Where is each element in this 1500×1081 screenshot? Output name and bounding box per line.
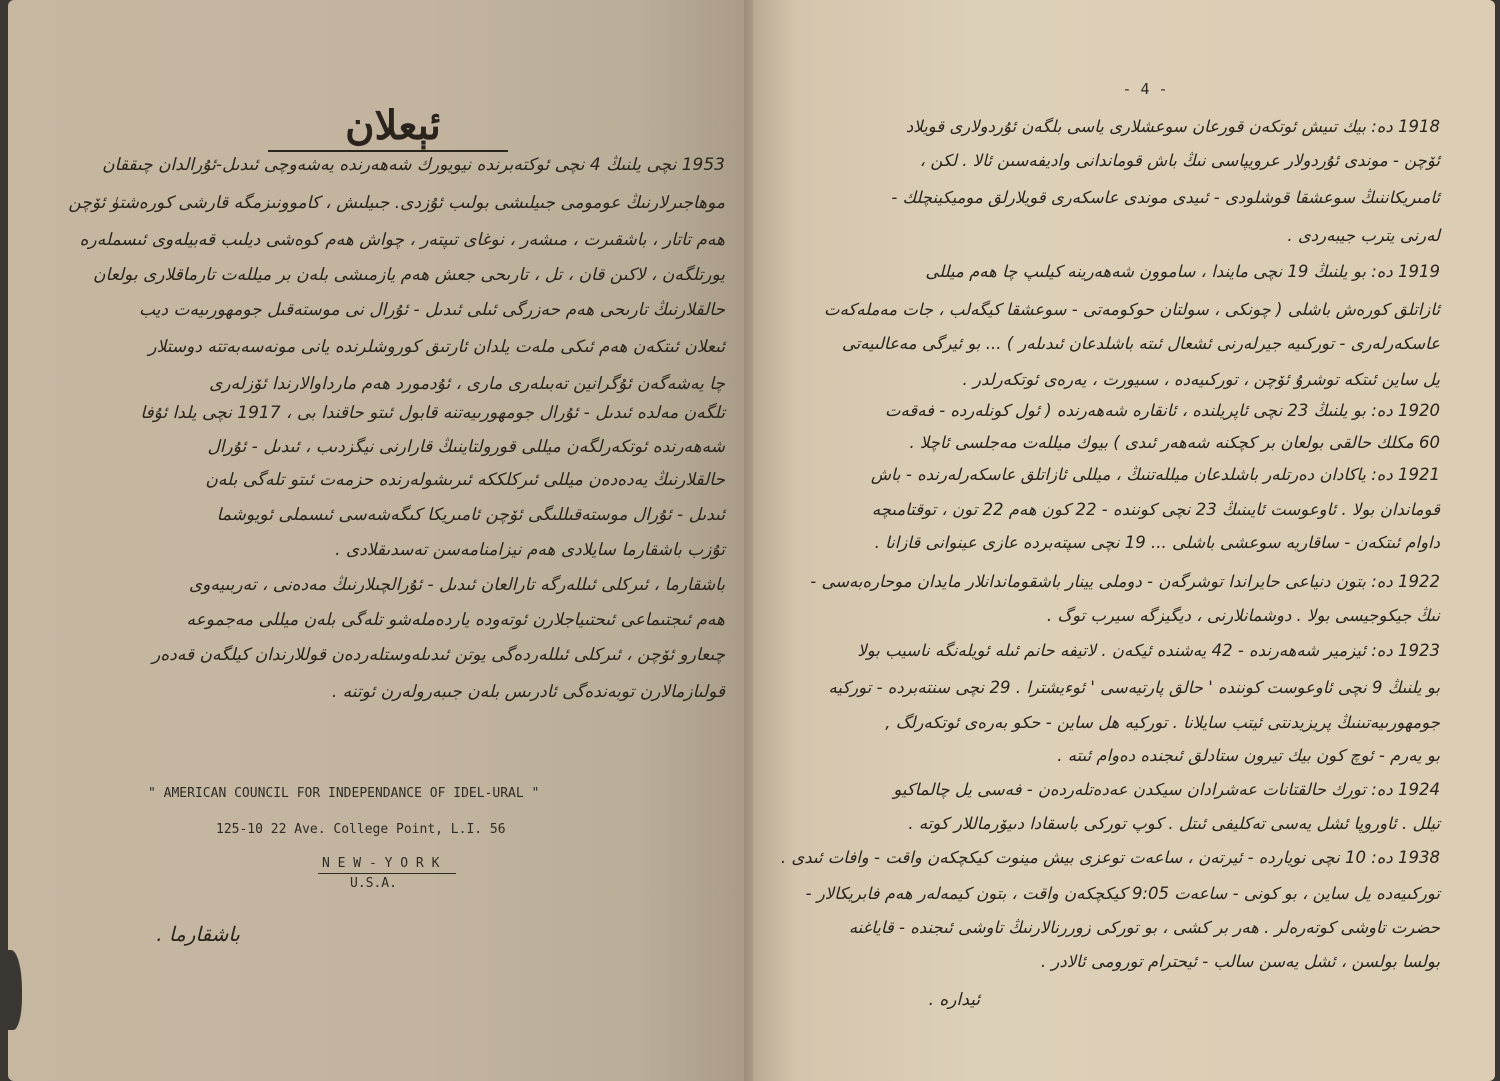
- text-line: حضرت تاوشى كوتەرەلر . ھەر بر كشى ، بو توركى زوررنالارنىڭ تاوشى ئىجندە - قاياغنە: [848, 918, 1440, 937]
- signature: باشقارما .: [156, 922, 240, 946]
- text-line: 1919 دە: بو يلنىڭ 19 نچى مايندا ، ساموون شەھەرينە كيلىپ چا ھەم ميللى: [925, 262, 1440, 281]
- text-line: باشقارما ، ئىركلى ئىللەرگە تارالعان ئىدىل - ئۇرالچىلارنىڭ مەدەنى ، تەربىيەوى: [188, 575, 725, 595]
- text-line: بو يلنىڭ 9 نچى ئاوعوست كوننده ' حالق پارتيەسى ' ئوءيشترا . 29 نچى سنتەبردە - توركيە: [828, 678, 1440, 697]
- text-line: يورتلگەن ، لاكىن قان ، تل ، تارىحى جعش ھەم يازمىشى بلەن بر ميللەت تارماقلارى بولعان: [93, 265, 725, 285]
- text-line: بو يەرم - ئوچ كون بيك تيرون ستادلق ئىجندە دەوام ئىتە .: [1057, 746, 1440, 765]
- page-tear: [0, 950, 22, 1030]
- text-line: قولىازمالارن توبەندەگى ئادرىس بلەن جىبەرولەرن ئوتنە .: [331, 682, 725, 702]
- council-address: 125-10 22 Ave. College Point, L.I. 56: [216, 822, 506, 837]
- city-underline: [318, 873, 456, 874]
- text-line: 1920 دە: بو يلنىڭ 23 نچى ئاپريلندە ، ئانقارە شەھەرندە ( ئول كونلەردە - فەقەت: [884, 401, 1440, 420]
- text-line: 1918 دە: بيك تىيش ئوتكەن قورعان سوعشلارى ياسى بلگەن ئۇردولارى قويلاد: [905, 117, 1440, 136]
- text-line: ھەم تاتار ، باشقىرت ، مىشەر ، نوغاى تىپتەر ، چواش ھەم كوەشى ديلىب قەبيلەوى ئىسملەرە: [79, 230, 725, 250]
- text-line: تلگەن مەلدە ئىدىل - ئۇرال جومھورىيەتنە قابول ئىتو حاقندا بى ، 1917 نچى يلدا ئۇفا: [140, 403, 725, 423]
- text-line: لەرنى يترب جيبەردى .: [1287, 226, 1440, 245]
- text-line: عاسكەرلەرى - تورکىيە جيرلەرنى ئشعال ئىتە باشلدعان ئىدىلەر ) ... بو ئيرگى مەعالىيەتى: [841, 334, 1440, 353]
- text-line: چىعارو ئۆچن ، ئىركلى ئىللەردەگى يوتن ئىدىلەوستلەردەن قوللارندان كيلگەن قەدەر: [152, 645, 725, 665]
- text-line: 1938 دە: 10 نچى نوياردە - ئيرتەن ، ساعەت توعزى بيش مينوت كيكچكەن واقت - وافات ئىدى .: [780, 848, 1440, 867]
- text-line: شەھەرندە ئوتكەرلگەن ميللى قورولتاينىڭ قارارنى نيگزدىب ، ئىدىل - ئۇرال: [207, 437, 725, 457]
- text-line: ئازاتلق كورەش باشلى ( چونكى ، سولتان حوكومەتى - سوعشقا كيگەلب ، جات مەملەكەت: [824, 300, 1440, 319]
- text-line: توركىيەدە يل ساين ، بو كونى - ساعەت 9:05 كيكچكەن واقت ، بتون كيمەلەر ھەم فابريكالار -: [805, 884, 1440, 903]
- city-name: N E W - Y O R K: [322, 856, 440, 871]
- signature-office: ئيدارە .: [928, 990, 980, 1010]
- text-line: تيلل . ئاوروپا ئشل يەسى تەكليفى ئىتل . كوپ توركى باسقادا دىيۆرماللار كوتە .: [908, 814, 1440, 833]
- text-line: ئىدىل - ئۇرال موستەقىللىگى ئۆچن ئامىريكا كىگەشەسى ئىسملى ئويوشما: [216, 505, 725, 525]
- text-line: جومھورىيەتىنىڭ پريزيدنتى ئيتب سايلانا . توركيە ھل ساين - حكو بەرەى ئوتكەرلگ ,: [885, 713, 1440, 732]
- title-underline: [268, 150, 508, 152]
- text-line: 1924 دە: تورك حالقتانات عەشرادان سيكدن عەدەتلەردەن - فەسى يل چالماكيو: [893, 780, 1440, 799]
- text-line: ھەم ئىجتىماعى ئىحتىياجلارن ئوتەودە ياردەملەشو تلەگى بلەن ميللى مەجموعە: [186, 610, 725, 630]
- text-line: قوماندان بولا . ئاوعوست ئايىنىڭ 23 نچى كوننده - 22 كون ھەم 22 تون ، توقتامىچە: [871, 500, 1440, 519]
- text-line: تۇزب باشقارما سايلادى ھەم نيزامنامەسن تەسدىقلادى .: [335, 540, 725, 560]
- text-line: داوام ئىتكەن - ساقاريە سوعشى باشلى ... 19 نچى سپتەبردە عازى عينوانى قازانا .: [874, 533, 1440, 552]
- text-line: چا يەشەگەن ئۇگرانين تەبىلەرى مارى ، ئۇدمورد ھەم مارداوالارندا ئۆزلەرى: [209, 374, 725, 394]
- text-line: 1921 دە: ياكادان دەرتلەر باشلدعان ميللەتنىڭ ، ميللى ئازاتلق عاسكەرلەرندە - باش: [870, 465, 1440, 484]
- text-line: ئۆچن - موندى ئۇردولار عرويپاسى نىڭ باش قوماندانى واديفەسىن ئالا . لكن ،: [919, 151, 1440, 170]
- page-number: - 4 -: [1122, 80, 1168, 98]
- text-line: نىڭ جيكوجيسى بولا . دوشمانلارنى ، ديگيزگە سيرب توگ .: [1046, 606, 1440, 625]
- council-name: " AMERICAN COUNCIL FOR INDEPENDANCE OF IDEL-URAL ": [148, 786, 540, 801]
- text-line: يل ساين ئىتكە توشرۇ ئۆچن ، توركىيەدە ، سىيورت ، يەرەى ئوتكەرلدر .: [962, 370, 1440, 389]
- text-line: ئامىريكاننىڭ سوعشقا قوشلودى - ئىيدى موندى عاسكەرى قويلارلق موميكينچلك -: [891, 188, 1440, 207]
- text-line: 1922 دە: بتون دنياعى حايراندا توشرگەن - دوملى يينار باشقوماندانلار مايدان موحارەبەسى -: [810, 572, 1440, 591]
- text-line: حالقلارنىڭ تارىحى ھەم حەزرگى ئىلى ئىدىل - ئۇرال نى موستەقىل جومھورىيەت ديب: [139, 300, 725, 320]
- text-line: حالقلارنىڭ يەدەدەن ميللى ئىركلككە ئىرىشولەرندە حزمەت ئىتو تلەگى بلەن: [205, 470, 725, 490]
- text-line: بولسا بولسن ، ئشل يەسن سالب - ئيحترام تورومى ئالادر .: [1040, 952, 1440, 971]
- text-line: موھاجىرلارنىڭ عومومى جىيلىشى بولىب ئۇزدى. جىيلىش ، كاموونىزمگە قارشى كورەشتۈ ئۆچن: [68, 193, 725, 213]
- text-line: ئىعلان ئىتكەن ھەم ئىكى ملەت يلدان ئارتىق كوروشلرندە يانى مونەسەبەتتە دوستلار: [148, 337, 725, 357]
- text-line: 1953 نچى يلنىڭ 4 نچى ئوكتەبرندە نيويورك شەھەرندە يەشەوچى ئىدىل-ئۇرالدان چىققان: [102, 155, 725, 175]
- text-line: 1923 دە: ئيزمير شەھەرندە - 42 يەشندە ئيكەن . لاتيفە حانم ئىلە ئويلەنگە ناسيب بولا: [857, 641, 1440, 660]
- country-name: U.S.A.: [350, 876, 397, 891]
- announcement-title: ئېعلان: [345, 102, 441, 149]
- text-line: 60 مكلك حالقى بولعان بر كچكنە شەھەر ئىدى ) بيوك ميللەت مەجلسى ئاچلا .: [909, 433, 1440, 452]
